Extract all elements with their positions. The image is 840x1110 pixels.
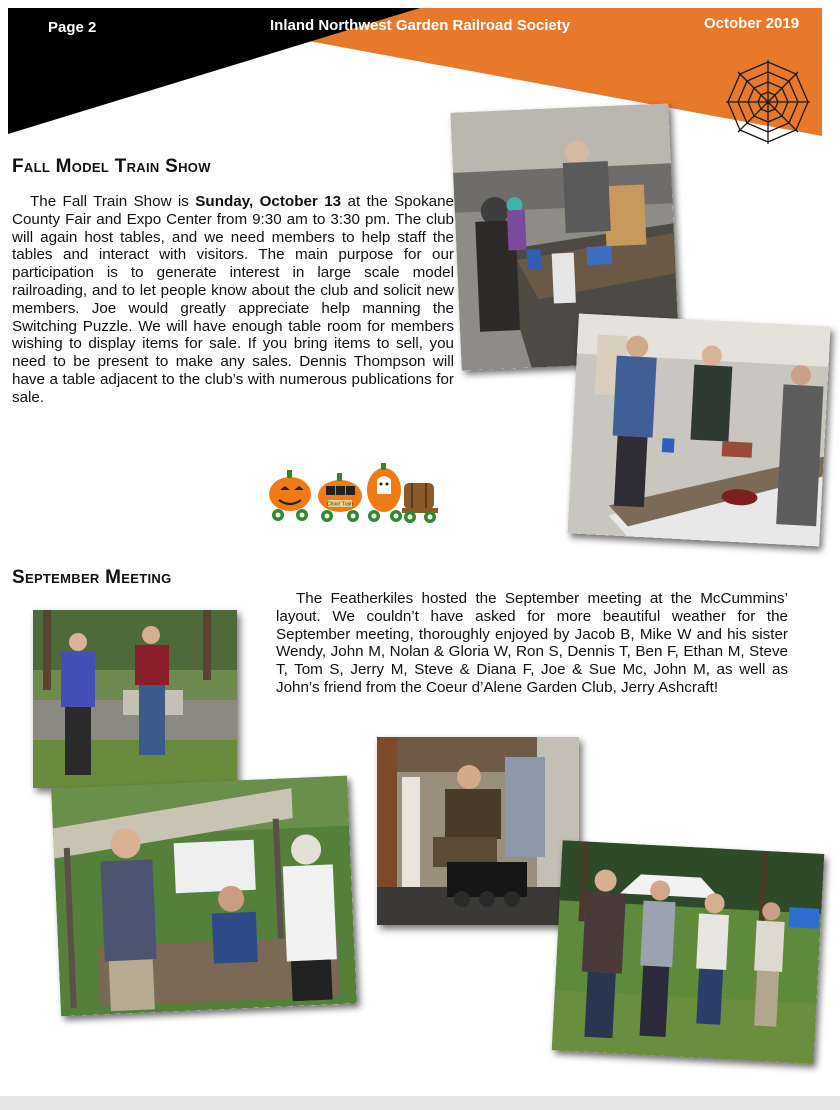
train-show-photo-2 (567, 314, 830, 547)
meeting-photo-garden-layout (33, 610, 237, 788)
spider-web-icon (726, 60, 810, 144)
pumpkin-car-3 (367, 463, 402, 522)
pumpkin-car-1 (269, 470, 311, 521)
fall-show-text-start: The Fall Train Show is (30, 193, 196, 210)
pumpkin-train-sign: Choo! Train (327, 501, 353, 508)
society-name: Inland Northwest Garden Railroad Society (270, 17, 571, 34)
fall-show-text-rest: at the Spokane County Fair and Expo Center from 9:30 am to 3:30 pm. The club will again host tables, and we need members to help staff the tables and interact with visitors. The main purpose for our participation is to generate interest in large scale model railroading, and to let people know about the club and solicit new members. Joe would greatly appreciate help manning the Switching Puzzle. We will have enough table room for members wishing to display items for sale. If you bring items to sell, you need to be present to make any sales. Dennis Thompson will have a table adjacent to the club’s with numerous publications for sale. (12, 193, 455, 406)
page-bottom-edge (0, 1096, 840, 1110)
pumpkin-car-2 (318, 473, 362, 522)
meeting-photo-train-engine (377, 737, 579, 925)
fall-show-date: Sunday, October 13 (195, 193, 342, 210)
meeting-photo-lawn-group (552, 840, 825, 1063)
barrel-car (402, 483, 438, 523)
meeting-photo-porch-swing (51, 776, 357, 1017)
issue-date: October 2019 (704, 15, 800, 32)
september-meeting-title: September Meeting (12, 567, 172, 588)
page-number: Page 2 (48, 19, 97, 36)
fall-show-paragraph (12, 193, 454, 407)
september-meeting-paragraph: The Featherkiles hosted the September meeting at the McCummins’ layout. We couldn’t have asked for more beautiful weather for the September meeting, thoroughly enjoyed by Jacob B, Mike W and his sister Wendy, John M, Nolan & Gloria W, Ron S, Dennis T, Ben F, Ethan M, Steve T, Tom S, Jerry M, Steve & Diana F, Joe & Sue Mc, John M, as well as John’s friend from the Coeur d’Alene Garden Club, Jerry Ashcraft! (276, 590, 788, 696)
fall-show-title: Fall Model Train Show (12, 156, 211, 177)
pumpkin-train-clipart (264, 458, 440, 528)
